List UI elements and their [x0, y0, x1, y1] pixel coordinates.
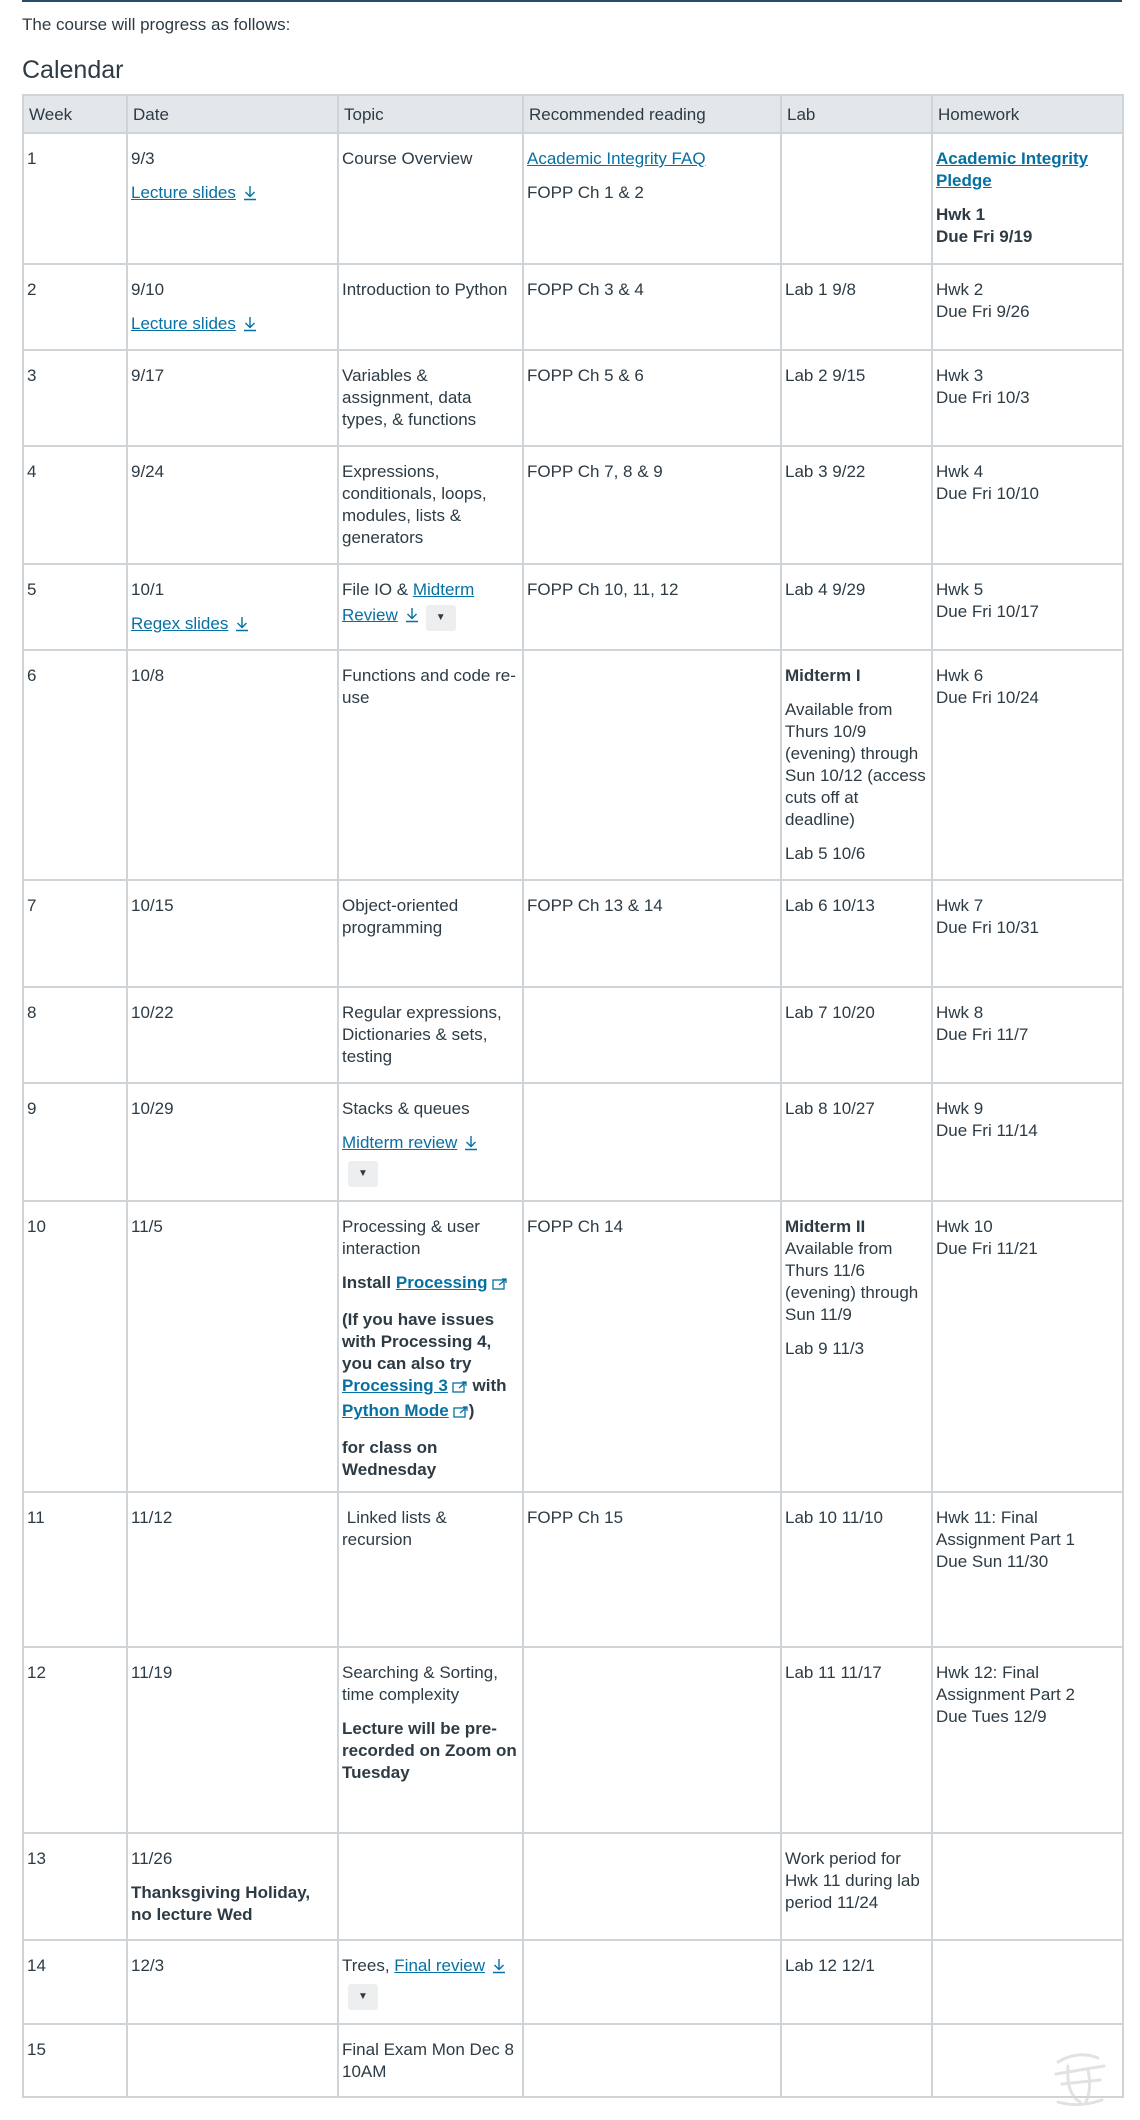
- date-cell: [127, 564, 338, 650]
- lab-cell: Lab 4 9/29: [781, 564, 932, 650]
- homework-cell: [932, 446, 1123, 564]
- midterm-title: Midterm I: [785, 666, 861, 685]
- homework-cell: [932, 133, 1123, 264]
- reading-cell: FOPP Ch 7, 8 & 9: [523, 446, 781, 564]
- python-mode-link[interactable]: Python Mode: [342, 1401, 449, 1420]
- reading-cell: [523, 650, 781, 880]
- date-note: Thanksgiving Holiday, no lecture Wed: [131, 1883, 311, 1924]
- topic-cell: Variables & assignment, data types, & functions: [338, 350, 523, 446]
- topic-cell: Functions and code re-use: [338, 650, 523, 880]
- download-icon[interactable]: [234, 616, 250, 638]
- week-cell: 9: [23, 1083, 127, 1201]
- topic-cell: [338, 1647, 523, 1833]
- week-cell: 10: [23, 1201, 127, 1492]
- hw-title: Hwk 5: [936, 580, 984, 599]
- preview-dropdown-button[interactable]: ▼: [426, 605, 456, 631]
- download-icon[interactable]: [491, 1958, 507, 1980]
- midterm-review-link[interactable]: Midterm review: [342, 1133, 458, 1152]
- lab-cell: Lab 11 11/17: [781, 1647, 932, 1833]
- hw-due: Due Fri 10/3: [936, 388, 1030, 407]
- hw-title: Hwk 10: [936, 1217, 993, 1236]
- topic-cell: [338, 1201, 523, 1492]
- hw-due: Due Fri 11/7: [936, 1025, 1029, 1044]
- calendar-table: [22, 94, 1124, 2098]
- download-icon[interactable]: [463, 1135, 479, 1157]
- homework-cell: [932, 1492, 1123, 1647]
- reading-cell: [523, 1833, 781, 1940]
- topic-cell: Course Overview: [338, 133, 523, 264]
- topic-text: File IO &: [342, 580, 413, 599]
- date-cell: [127, 2024, 338, 2097]
- download-icon[interactable]: [404, 607, 420, 629]
- processing-3-link[interactable]: Processing 3: [342, 1376, 448, 1395]
- reading-cell: FOPP Ch 15: [523, 1492, 781, 1647]
- header-reading: Recommended reading: [523, 95, 781, 133]
- week-cell: 6: [23, 650, 127, 880]
- reading-text: FOPP Ch 1 & 2: [527, 183, 644, 202]
- lab-text: Lab 9 11/3: [785, 1339, 865, 1358]
- academic-integrity-faq-link[interactable]: Academic Integrity FAQ: [527, 149, 706, 168]
- header-week: Week: [23, 95, 127, 133]
- lab-cell: Lab 7 10/20: [781, 987, 932, 1083]
- table-row: [23, 1833, 1123, 1940]
- lecture-slides-link[interactable]: Lecture slides: [131, 314, 236, 333]
- table-row: [23, 1492, 1123, 1647]
- academic-integrity-pledge-link[interactable]: Academic Integrity Pledge: [936, 149, 1089, 190]
- topic-text: Processing & user interaction: [342, 1217, 480, 1258]
- reading-cell: [523, 2024, 781, 2097]
- week-cell: 8: [23, 987, 127, 1083]
- date-cell: 10/8: [127, 650, 338, 880]
- table-row: [23, 1940, 1123, 2024]
- week-cell: 15: [23, 2024, 127, 2097]
- page-title: Calendar: [22, 56, 124, 84]
- date-cell: [127, 264, 338, 350]
- table-row: [23, 133, 1123, 264]
- homework-cell: [932, 1940, 1123, 2024]
- hw-due: Due Fri 10/24: [936, 688, 1039, 707]
- lab-cell: Lab 10 11/10: [781, 1492, 932, 1647]
- date-cell: 9/24: [127, 446, 338, 564]
- external-link-icon: [453, 1403, 469, 1425]
- hw-due: Due Fri 10/10: [936, 484, 1039, 503]
- date-text: 9/3: [131, 149, 155, 168]
- table-row: [23, 1083, 1123, 1201]
- homework-cell: [932, 264, 1123, 350]
- topic-text: Searching & Sorting, time complexity: [342, 1663, 498, 1704]
- homework-cell: [932, 987, 1123, 1083]
- hw-title: Hwk 12: Final Assignment Part 2: [936, 1663, 1075, 1704]
- reading-cell: FOPP Ch 5 & 6: [523, 350, 781, 446]
- topic-text: Stacks & queues: [342, 1099, 470, 1118]
- hw-due: Due Tues 12/9: [936, 1707, 1047, 1726]
- homework-cell: [932, 880, 1123, 987]
- lab-cell: [781, 133, 932, 264]
- week-cell: 12: [23, 1647, 127, 1833]
- midterm-review-link[interactable]: Midterm Review: [342, 580, 475, 625]
- midterm-title: Midterm II: [785, 1217, 866, 1236]
- table-row: [23, 264, 1123, 350]
- topic-text: Trees,: [342, 1956, 395, 1975]
- reading-cell: [523, 987, 781, 1083]
- topic-cell: Expressions, conditionals, loops, modules, lists & generators: [338, 446, 523, 564]
- hw-due: Due Fri 9/26: [936, 302, 1030, 321]
- hw-due: Due Fri 11/14: [936, 1121, 1038, 1140]
- hw-title: Hwk 6: [936, 666, 984, 685]
- lab-cell: [781, 650, 932, 880]
- topic-cell: [338, 564, 523, 650]
- date-cell: 11/19: [127, 1647, 338, 1833]
- reading-cell: [523, 1647, 781, 1833]
- date-text: 10/1: [131, 580, 165, 599]
- hw-title: Hwk 4: [936, 462, 984, 481]
- install-text: Install: [342, 1273, 396, 1292]
- reading-cell: FOPP Ch 10, 11, 12: [523, 564, 781, 650]
- top-divider: [22, 0, 1122, 2]
- lab-cell: [781, 2024, 932, 2097]
- date-text: 11/26: [131, 1849, 173, 1868]
- table-row: [23, 1647, 1123, 1833]
- header-homework: Homework: [932, 95, 1123, 133]
- hw-due: Due Fri 11/21: [936, 1239, 1038, 1258]
- reading-cell: FOPP Ch 3 & 4: [523, 264, 781, 350]
- homework-cell: [932, 1833, 1123, 1940]
- table-row: [23, 880, 1123, 987]
- week-cell: 2: [23, 264, 127, 350]
- reading-cell: [523, 1940, 781, 2024]
- reading-cell: FOPP Ch 13 & 14: [523, 880, 781, 987]
- date-cell: [127, 133, 338, 264]
- lab-cell: Lab 3 9/22: [781, 446, 932, 564]
- date-cell: 10/29: [127, 1083, 338, 1201]
- lab-cell: Lab 12 12/1: [781, 1940, 932, 2024]
- issues-text: (If you have issues with Processing 4, you can also try: [342, 1310, 495, 1373]
- table-row: [23, 350, 1123, 446]
- close-paren: ): [468, 1401, 475, 1420]
- date-cell: 10/22: [127, 987, 338, 1083]
- hw-title: Hwk 9: [936, 1099, 984, 1118]
- homework-cell: [932, 350, 1123, 446]
- hw-title: Hwk 3: [936, 366, 984, 385]
- download-icon[interactable]: [242, 316, 258, 338]
- lab-cell: [781, 1201, 932, 1492]
- hw-title: Hwk 11: Final Assignment Part 1: [936, 1508, 1075, 1549]
- midterm-detail: Available from Thurs 10/9 (evening) through Sun 10/12 (access cuts off at deadline): [785, 700, 926, 829]
- topic-cell: Introduction to Python: [338, 264, 523, 350]
- with-text: with: [467, 1376, 507, 1395]
- week-cell: 3: [23, 350, 127, 446]
- week-cell: 1: [23, 133, 127, 264]
- topic-cell: Final Exam Mon Dec 8 10AM: [338, 2024, 523, 2097]
- date-cell: 11/12: [127, 1492, 338, 1647]
- external-link-icon: [492, 1275, 508, 1297]
- reading-cell: FOPP Ch 14: [523, 1201, 781, 1492]
- hw-due: Due Sun 11/30: [936, 1552, 1049, 1571]
- lab-cell: Lab 8 10/27: [781, 1083, 932, 1201]
- preview-dropdown-button[interactable]: ▼: [348, 1984, 378, 2010]
- table-row: [23, 650, 1123, 880]
- reading-cell: [523, 1083, 781, 1201]
- lab-cell: Lab 2 9/15: [781, 350, 932, 446]
- reading-cell: [523, 133, 781, 264]
- topic-cell: [338, 1940, 523, 2024]
- topic-cell: Object-oriented programming: [338, 880, 523, 987]
- processing-link[interactable]: Processing: [395, 1273, 488, 1292]
- date-cell: [127, 1833, 338, 1940]
- week-cell: 13: [23, 1833, 127, 1940]
- table-row: [23, 987, 1123, 1083]
- table-row: [23, 2024, 1123, 2097]
- topic-cell: Regular expressions, Dictionaries & sets, testing: [338, 987, 523, 1083]
- week-cell: 7: [23, 880, 127, 987]
- homework-cell: [932, 1083, 1123, 1201]
- external-link-icon: [452, 1378, 468, 1400]
- week-cell: 5: [23, 564, 127, 650]
- table-row: [23, 446, 1123, 564]
- wednesday-note: for class on Wednesday: [342, 1438, 438, 1479]
- week-cell: 14: [23, 1940, 127, 2024]
- date-cell: 12/3: [127, 1940, 338, 2024]
- topic-note: Lecture will be pre-recorded on Zoom on Tuesday: [342, 1719, 517, 1782]
- header-lab: Lab: [781, 95, 932, 133]
- hw-due: Due Fri 10/17: [936, 602, 1039, 621]
- lab-cell: Lab 6 10/13: [781, 880, 932, 987]
- table-row: [23, 1201, 1123, 1492]
- final-review-link[interactable]: Final review: [394, 1956, 485, 1975]
- header-row: [23, 95, 1123, 133]
- homework-cell: [932, 1647, 1123, 1833]
- hw-title: Hwk 8: [936, 1003, 984, 1022]
- hw-title: Hwk 1: [936, 205, 986, 224]
- hw-due: Due Fri 10/31: [936, 918, 1039, 937]
- intro-text: The course will progress as follows:: [22, 15, 291, 34]
- topic-cell: [338, 1833, 523, 1940]
- watermark-logo-icon: [1018, 2044, 1128, 2114]
- hw-due: Due Fri 9/19: [936, 227, 1033, 246]
- week-cell: 4: [23, 446, 127, 564]
- header-topic: Topic: [338, 95, 523, 133]
- download-icon[interactable]: [242, 185, 258, 207]
- hw-title: Hwk 7: [936, 896, 984, 915]
- date-cell: 10/15: [127, 880, 338, 987]
- date-text: 9/10: [131, 280, 165, 299]
- regex-slides-link[interactable]: Regex slides: [131, 614, 229, 633]
- homework-cell: [932, 650, 1123, 880]
- lab-cell: Lab 1 9/8: [781, 264, 932, 350]
- lecture-slides-link[interactable]: Lecture slides: [131, 183, 236, 202]
- table-row: [23, 564, 1123, 650]
- topic-cell: [338, 1083, 523, 1201]
- preview-dropdown-button[interactable]: ▼: [348, 1161, 378, 1187]
- header-date: Date: [127, 95, 338, 133]
- date-cell: 11/5: [127, 1201, 338, 1492]
- hw-title: Hwk 2: [936, 280, 984, 299]
- week-cell: 11: [23, 1492, 127, 1647]
- homework-cell: [932, 564, 1123, 650]
- homework-cell: [932, 1201, 1123, 1492]
- lab-cell: Work period for Hwk 11 during lab period 11/24: [781, 1833, 932, 1940]
- date-cell: 9/17: [127, 350, 338, 446]
- lab-text: Lab 5 10/6: [785, 844, 866, 863]
- midterm-detail: Available from Thurs 11/6 (evening) through Sun 11/9: [785, 1239, 919, 1324]
- topic-cell: Linked lists & recursion: [338, 1492, 523, 1647]
